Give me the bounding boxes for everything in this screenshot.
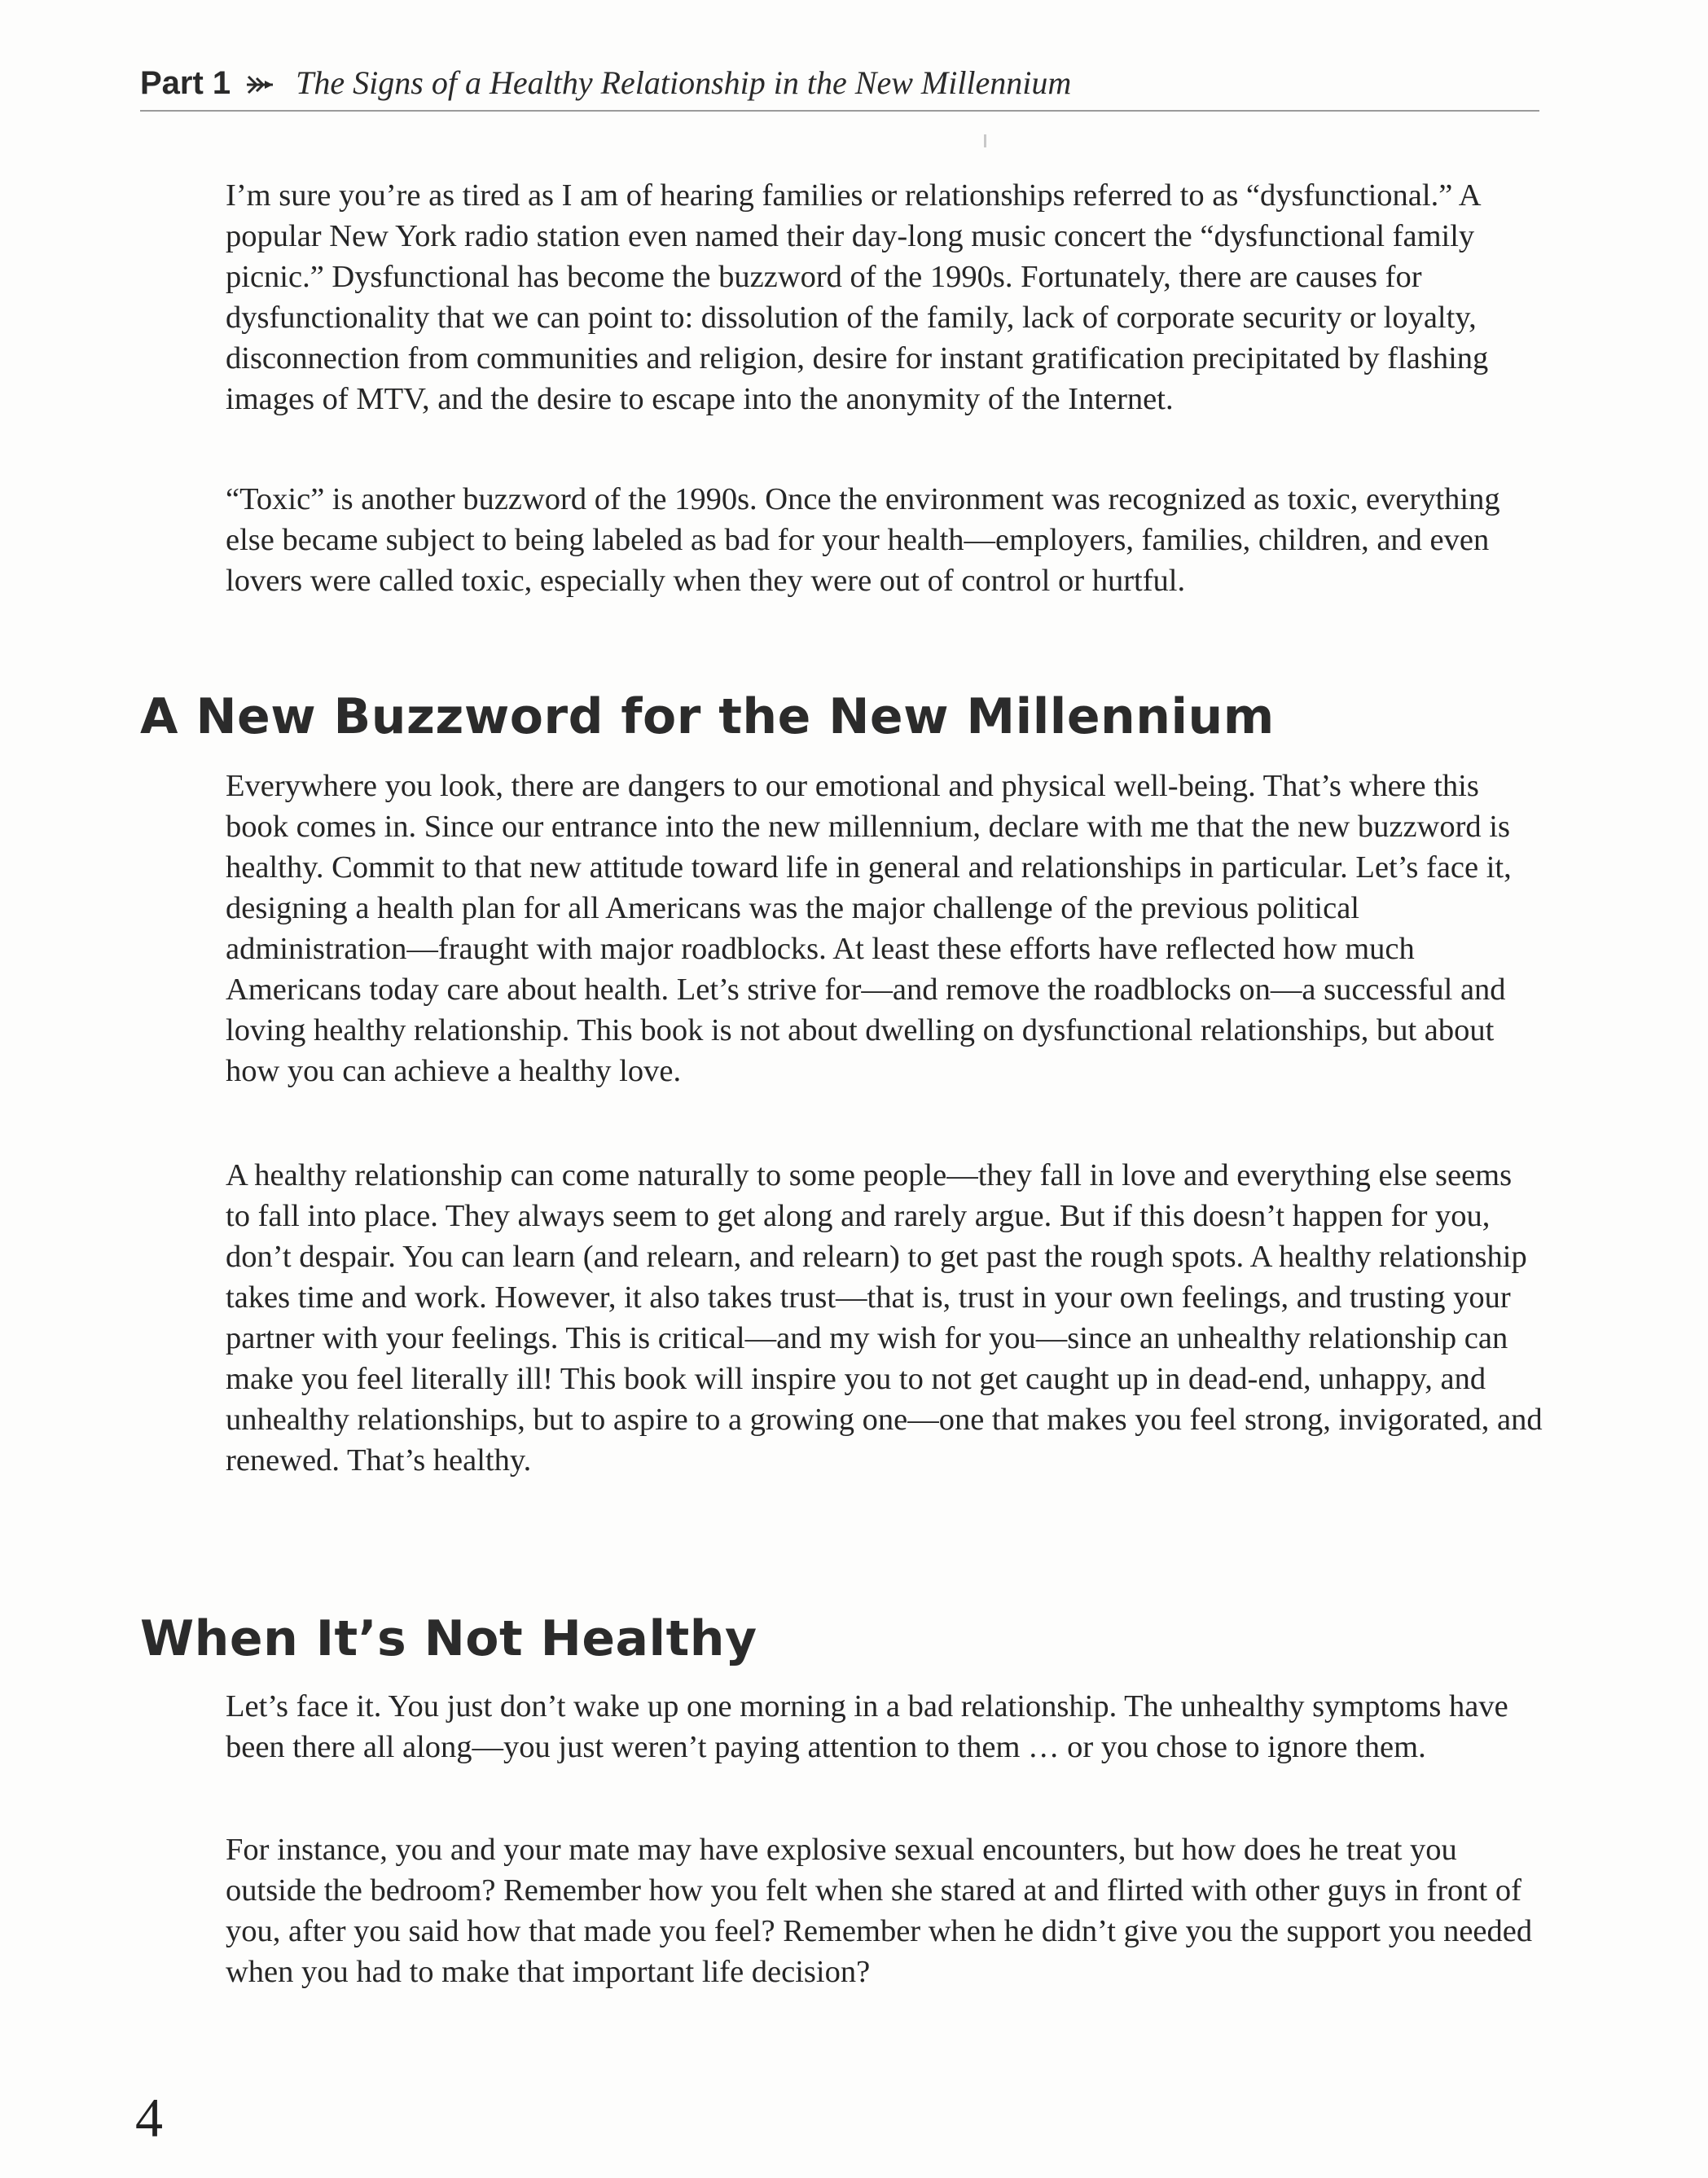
chapter-title: The Signs of a Healthy Relationship in the New Millennium (296, 64, 1072, 101)
intro-paragraph-1: I’m sure you’re as tired as I am of hearing families or relationships referred to as “dysfunctional.” A popular New York radio station even named their day-long music concert the “dysfunctional family picnic.” Dysfunctional has become the buzzword of the 1990s. Fortunately, there are causes for dysfunctionality that we can point to: dissolution of the family, lack of corporate security or loyalty, disconnection from communities and religion, desire for instant gratification precipitated by flashing images of MTV, and the desire to escape into the anonymity of the Internet. (226, 178, 1489, 416)
section1-paragraph-1: Everywhere you look, there are dangers to our emotional and physical well-being. That’s where this book comes in. Since our entrance into the new millennium, declare with me that the new buzzword is healthy. Commit to that new attitude toward life in general and relationships in particular. Let’s face it, designing a health plan for all Americans was the major challenge of the previous political administration—fraught with major roadblocks. At least these efforts have reflected how much Americans today care about health. Let’s strive for—and remove the roadblocks on—a successful and loving healthy relationship. This book is not about dwelling on dysfunctional relationships, but about how you can achieve a healthy love. (226, 769, 1512, 1088)
header-rule (140, 110, 1539, 112)
section1-paragraph-2: A healthy relationship can come naturally to some people—they fall in love and everything else seems to fall into place. They always seem to get along and rarely argue. But if this doesn’t happen for you, don’t despair. You can learn (and relearn, and relearn) to get past the rough spots. A healthy relationship takes time and work. However, it also takes trust—that is, trust in your own feelings, and trusting your partner with your feelings. This is critical—and my wish for you—since an unhealthy relationship can make you feel literally ill! This book will inspire you to not get caught up in dead-end, unhappy, and unhealthy relationships, but to aspire to a growing one—one that makes you feel strong, invigorated, and renewed. That’s healthy. (226, 1158, 1543, 1478)
section2-paragraph-1: Let’s face it. You just don’t wake up one morning in a bad relationship. The unhealthy symptoms have been there all along—you just weren’t paying attention to them … or you chose to ignore them. (226, 1689, 1508, 1764)
scan-speck (984, 134, 986, 147)
intro-paragraph-2: “Toxic” is another buzzword of the 1990s. Once the environment was recognized as toxic, everything else became subject to being labeled as bad for your health—employers, families, children, and even lovers were called toxic, especially when they were out of control or hurtful. (226, 482, 1500, 598)
section2-paragraph-2: For instance, you and your mate may have explosive sexual encounters, but how does he treat you outside the bedroom? Remember how you felt when she stared at and flirted with other guys in front of you, after you said how that made you feel? Remember when he didn’t give you the support you needed when you had to make that important life decision? (226, 1833, 1533, 1989)
running-header (140, 59, 1539, 108)
page-number: 4 (135, 2087, 163, 2149)
section-heading-new-buzzword: A New Buzzword for the New Millennium (140, 688, 1275, 745)
section-heading-not-healthy: When It’s Not Healthy (140, 1610, 757, 1667)
arrow-right-icon (245, 60, 274, 81)
part-label: Part 1 (140, 65, 231, 101)
